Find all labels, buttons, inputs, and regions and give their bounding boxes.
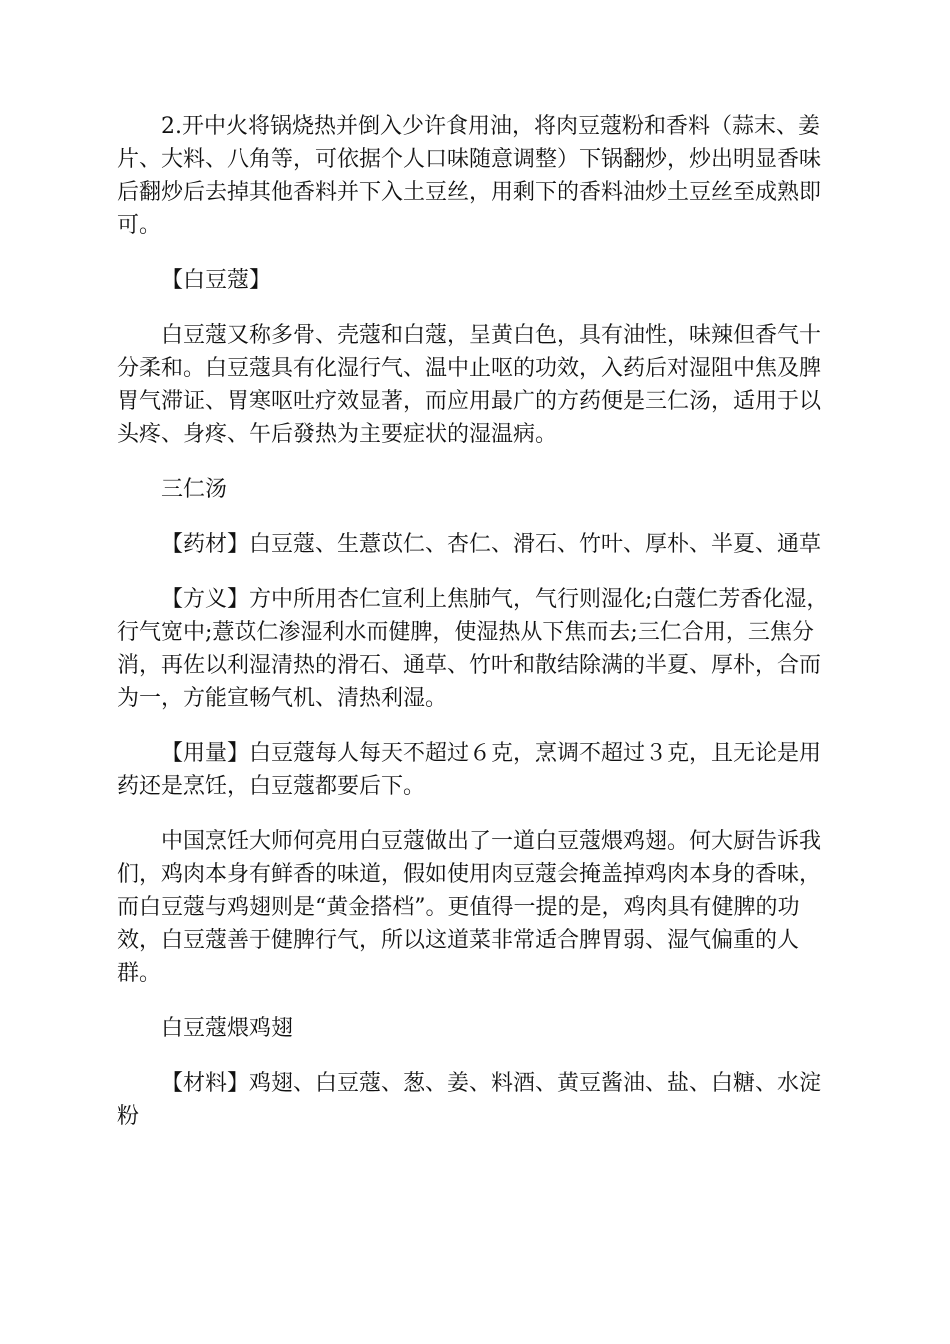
recipe-2-ingredients: 【材料】鸡翅、白豆蔻、葱、姜、料酒、黄豆酱油、盐、白糖、水淀粉 xyxy=(117,1071,822,1129)
recipe-1-dosage: 【用量】白豆蔻每人每天不超过６克，烹调不超过３克，且无论是用药还是烹饪，白豆蔻都要后下。 xyxy=(117,741,822,799)
recipe-2-title: 白豆蔻煨鸡翅 xyxy=(161,1016,294,1041)
step-2-paragraph: 2.开中火将锅烧热并倒入少许食用油，将肉豆蔻粉和香料（蒜末、姜片、大料、八角等，可依据个人口味随意调整）下锅翻炒，炒出明显香味后翻炒后去掉其他香料并下入土豆丝，用剩下的香料油炒土豆丝至成熟即可。 xyxy=(117,114,822,238)
recipe-1-meaning: 【方义】方中所用杏仁宣利上焦肺气，气行则湿化;白蔻仁芳香化湿，行气宽中;薏苡仁渗湿利水而健脾，使湿热从下焦而去;三仁合用，三焦分消，再佐以利湿清热的滑石、通草、竹叶和散结除满的半夏、厚朴，合而为一，方能宣畅气机、清热利湿。 xyxy=(117,587,829,711)
recipe-1-title: 三仁汤 xyxy=(161,477,228,502)
intro-paragraph: 白豆蔻又称多骨、壳蔻和白蔻，呈黄白色，具有油性，味辣但香气十分柔和。白豆蔻具有化湿行气、温中止呕的功效，入药后对湿阻中焦及脾胃气滞证、胃寒呕吐疗效显著，而应用最广的方药便是三仁汤，适用于以头疼、身疼、午后發热为主要症状的湿温病。 xyxy=(117,323,822,447)
chef-paragraph: 中国烹饪大师何亮用白豆蔻做出了一道白豆蔻煨鸡翅。何大厨告诉我们，鸡肉本身有鲜香的味道，假如使用肉豆蔻会掩盖掉鸡肉本身的香味，而白豆蔻与鸡翅则是“黄金搭档”。更值得一提的是，鸡肉具有健脾的功效，白豆蔻善于健脾行气，所以这道菜非常适合脾胃弱、湿气偏重的人群。 xyxy=(117,829,822,986)
recipe-1-ingredients: 【药材】白豆蔻、生薏苡仁、杏仁、滑石、竹叶、厚朴、半夏、通草 xyxy=(161,532,822,557)
document-page xyxy=(117,110,833,1133)
section-heading-white-cardamom: 【白豆蔻】 xyxy=(161,268,272,293)
